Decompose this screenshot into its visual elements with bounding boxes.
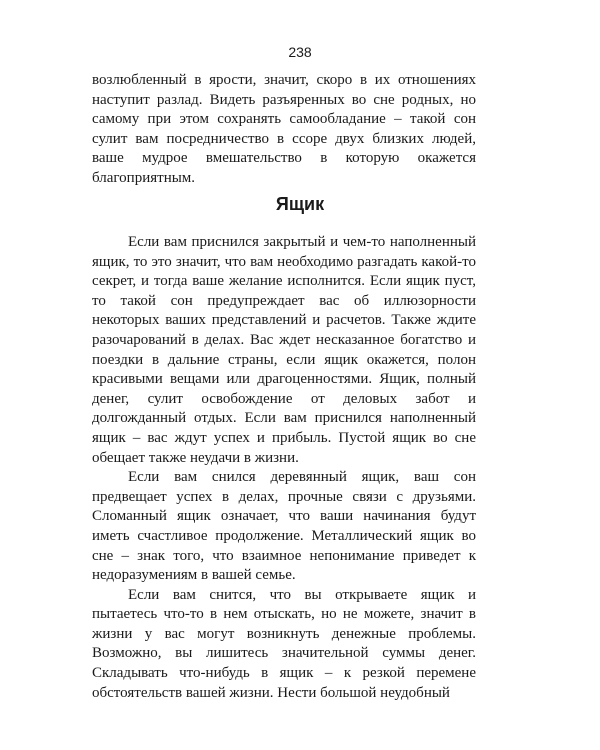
paragraph-3: Если вам снится, что вы открываете ящик и пытаетесь что-то в нем отыскать, но не можете, значит в жизни у вас могут возникнуть денежные проблемы. Возможно, вы лишитесь значительной суммы денег. Складывать что-нибудь в ящик – к резкой перемене обстоятельств вашей жизни. Нести большой неудобный xyxy=(92,586,476,701)
section-title: Ящик xyxy=(275,194,325,214)
page-number: 238 xyxy=(288,44,312,60)
paragraph-2: Если вам снился деревянный ящик, ваш сон предвещает успех в делах, прочные связи с друзьями. Сломанный ящик означает, что ваши начинания будут иметь счастливое продолжение. Металлический ящик во сне – знак того, что взаимное непонимание приведет к недоразумениям в вашей семье. xyxy=(92,469,476,584)
paragraph-1: Если вам приснился закрытый и чем-то наполненный ящик, то это значит, что вам необходимо разгадать какой-то секрет, и тогда ваше желание исполнится. Если ящик пуст, то такой сон предупреждает вас об иллюзорности некоторых ваших представлений и расчетов. Также ждите разочарований в делах. Вас ждет несказанное богатство и поездки в дальние страны, если ящик окажется, полон красивыми вещами или драгоценностями. Ящик, полный денег, сулит освобождение от деловых забот и долгожданный отдых. Если вам приснился наполненный ящик – вас ждут успех и прибыль. Пустой ящик во сне обещает также неудачи в жизни. xyxy=(92,234,476,466)
section-body xyxy=(92,233,476,703)
intro-text xyxy=(92,71,476,189)
intro-paragraph: возлюбленный в ярости, значит, скоро в их отношениях наступит разлад. Видеть разъяренных во сне родных, но самому при этом сохранять самообладание – такой сон сулит вам посредничество в ссоре двух близких людей, ваше мудрое вмешательство в которую окажется благоприятным. xyxy=(92,72,476,186)
